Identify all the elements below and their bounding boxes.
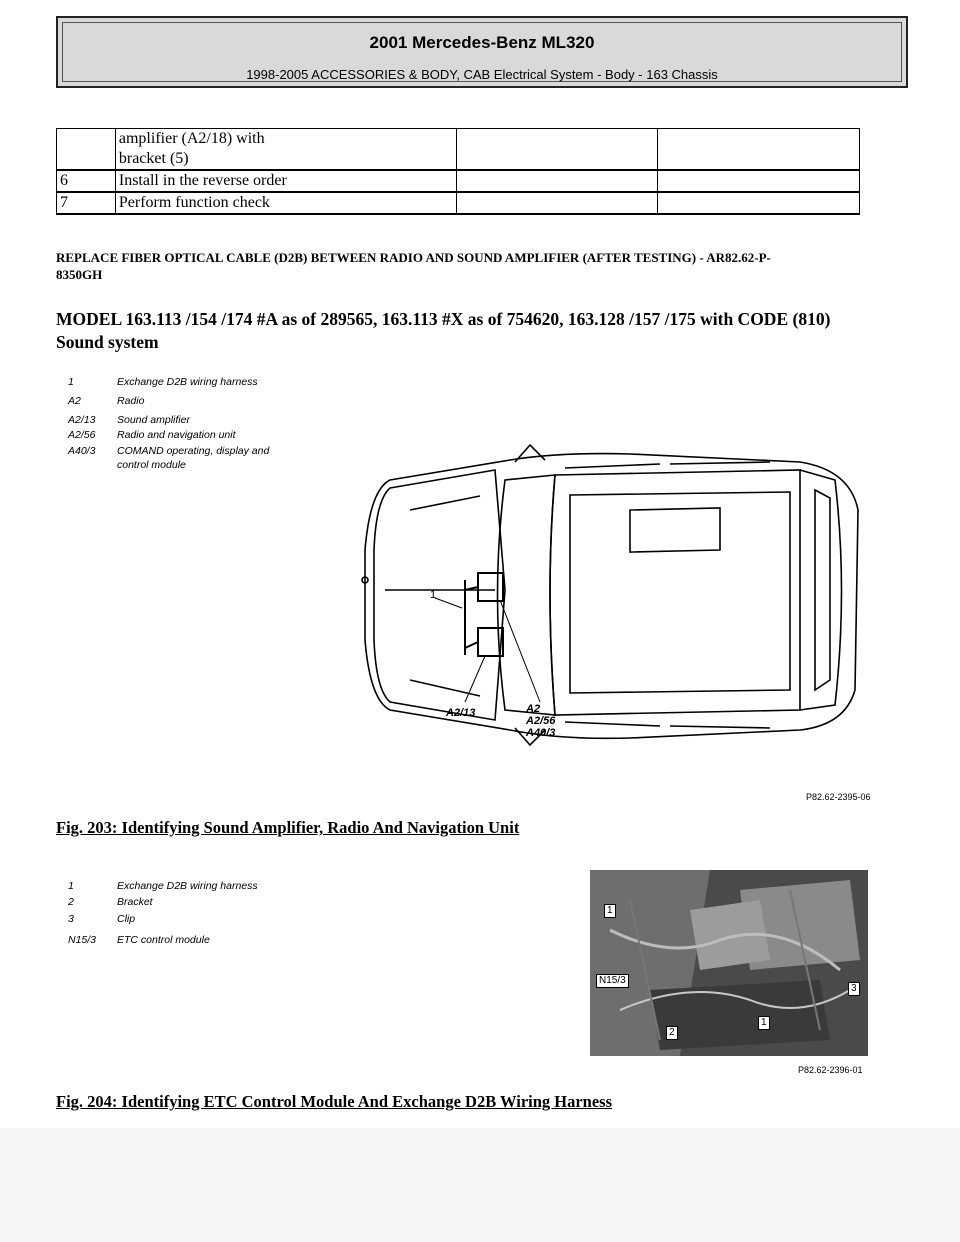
photo-label-1-bottom: 1 bbox=[758, 1016, 770, 1030]
legend-value: Radio and navigation unit bbox=[117, 429, 236, 441]
legend-value: Sound amplifier bbox=[117, 414, 190, 426]
page-header-inner bbox=[62, 22, 902, 82]
model-heading-line: Sound system bbox=[56, 332, 159, 352]
figure1-legend bbox=[68, 376, 328, 476]
step-number-cell bbox=[57, 129, 116, 171]
legend-key: 2 bbox=[68, 896, 74, 908]
photo-label-2: 2 bbox=[666, 1026, 678, 1040]
step-text-cell bbox=[115, 129, 456, 171]
photo-label-3: 3 bbox=[848, 982, 860, 996]
legend-key: A2 bbox=[68, 395, 81, 407]
legend-key: A2/13 bbox=[68, 414, 96, 426]
callout-a40-3: A40/3 bbox=[526, 727, 556, 739]
figure1-code: P82.62-2395-06 bbox=[806, 792, 871, 802]
legend-value: Clip bbox=[117, 913, 136, 925]
photo-label-1-top: 1 bbox=[604, 904, 616, 918]
callout-a2: A2 bbox=[526, 703, 541, 715]
photo-label-n15-3: N15/3 bbox=[596, 974, 629, 988]
step-number-cell: 7 bbox=[57, 192, 116, 214]
step-number-cell: 6 bbox=[57, 170, 116, 192]
step-text-line: amplifier (A2/18) with bbox=[118, 130, 265, 147]
legend-value: ETC control module bbox=[117, 934, 210, 946]
empty-cell bbox=[657, 129, 859, 171]
legend-value: control module bbox=[117, 459, 186, 471]
table-row bbox=[57, 129, 860, 171]
legend-key: 1 bbox=[68, 880, 74, 892]
legend-value: COMAND operating, display and bbox=[117, 445, 270, 457]
legend-key: 3 bbox=[68, 913, 74, 925]
empty-cell bbox=[457, 192, 657, 214]
figure2-legend bbox=[68, 880, 328, 950]
replace-heading bbox=[56, 249, 906, 283]
empty-cell bbox=[657, 192, 859, 214]
step-text-cell: Install in the reverse order bbox=[115, 170, 456, 192]
figure2-caption: Fig. 204: Identifying ETC Control Module And Exchange D2B Wiring Harness bbox=[56, 1092, 613, 1111]
page-title: 2001 Mercedes-Benz ML320 bbox=[369, 33, 595, 52]
legend-value: Bracket bbox=[117, 896, 153, 908]
replace-heading-line: REPLACE FIBER OPTICAL CABLE (D2B) BETWEEN RADIO AND SOUND AMPLIFIER (AFTER TESTING) - AR82.62-P- bbox=[56, 250, 771, 265]
empty-cell bbox=[657, 170, 859, 192]
callout-a2-13: A2/13 bbox=[446, 707, 476, 719]
table-row bbox=[57, 192, 860, 214]
page-header bbox=[56, 16, 908, 88]
legend-key: N15/3 bbox=[68, 934, 97, 946]
legend-key: A2/56 bbox=[68, 429, 96, 441]
page-subtitle: 1998-2005 ACCESSORIES & BODY, CAB Electrical System - Body - 163 Chassis bbox=[246, 67, 718, 82]
steps-table bbox=[56, 128, 860, 215]
replace-heading-line: 8350GH bbox=[56, 267, 103, 282]
car-top-view-diagram bbox=[330, 440, 875, 750]
figure1-caption: Fig. 203: Identifying Sound Amplifier, Radio And Navigation Unit bbox=[56, 818, 520, 837]
callout-1: 1 bbox=[430, 589, 437, 601]
step-text-line: bracket (5) bbox=[118, 150, 189, 167]
legend-value: Exchange D2B wiring harness bbox=[117, 880, 258, 892]
etc-module-photo bbox=[590, 870, 868, 1056]
legend-key: 1 bbox=[68, 376, 74, 388]
model-heading-line: MODEL 163.113 /154 /174 #A as of 289565, 163.113 #X as of 754620, 163.128 /157 /175 with CODE (810) bbox=[56, 309, 831, 329]
legend-value: Radio bbox=[117, 395, 145, 407]
photo-scene bbox=[590, 870, 868, 1056]
empty-cell bbox=[457, 129, 657, 171]
figure2-code: P82.62-2396-01 bbox=[798, 1065, 863, 1075]
page-footer-area bbox=[0, 1128, 960, 1242]
legend-value: Exchange D2B wiring harness bbox=[117, 376, 258, 388]
model-heading bbox=[56, 308, 906, 354]
step-text-cell: Perform function check bbox=[115, 192, 456, 214]
callout-a2-56: A2/56 bbox=[526, 715, 556, 727]
empty-cell bbox=[457, 170, 657, 192]
table-row bbox=[57, 170, 860, 192]
legend-key: A40/3 bbox=[68, 445, 96, 457]
